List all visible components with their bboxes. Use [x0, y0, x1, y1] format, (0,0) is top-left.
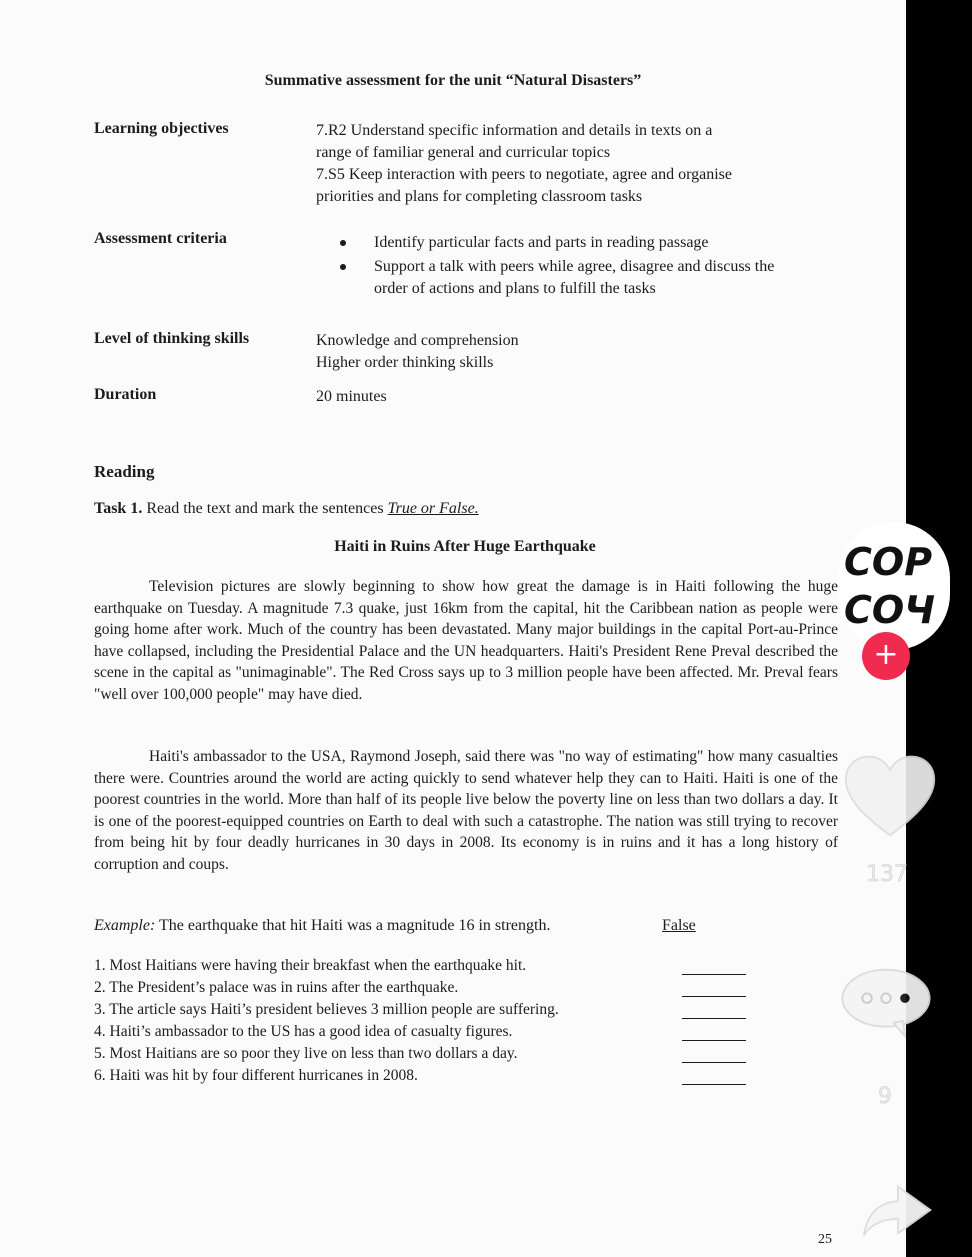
- duration-label: Duration: [94, 386, 157, 403]
- question-list: [94, 956, 754, 1088]
- question-item: [94, 1000, 754, 1022]
- answer-blank[interactable]: [682, 1018, 746, 1019]
- question-text: 1. Most Haitians were having their breakfast when the earthquake hit.: [94, 957, 527, 974]
- question-item: [94, 1066, 754, 1088]
- like-heart-icon[interactable]: [842, 752, 938, 840]
- thinking-skills-value: [316, 330, 826, 374]
- thinking-skill-line: Knowledge and comprehension: [316, 332, 519, 349]
- question-text: 2. The President’s palace was in ruins after the earthquake.: [94, 979, 459, 996]
- page-number: 25: [818, 1232, 832, 1247]
- question-item: [94, 1022, 754, 1044]
- criteria-text: Support a talk with peers while agree, disagree and discuss the order of actions and plans to fulfill the tasks: [374, 258, 775, 297]
- question-text: 4. Haiti’s ambassador to the US has a good idea of casualty figures.: [94, 1023, 513, 1040]
- assessment-criteria-list: [374, 232, 804, 300]
- learning-objectives-label: Learning objectives: [94, 120, 229, 137]
- objective-line: priorities and plans for completing classroom tasks: [316, 188, 643, 205]
- criteria-item: [374, 256, 804, 300]
- objective-line: range of familiar general and curricular topics: [316, 144, 611, 161]
- comment-bubble-icon[interactable]: [838, 966, 934, 1038]
- answer-blank[interactable]: [682, 1040, 746, 1041]
- question-item: [94, 978, 754, 1000]
- question-item: [94, 1044, 754, 1066]
- thinking-skills-label: Level of thinking skills: [94, 330, 250, 347]
- bullet-icon: [340, 240, 346, 246]
- answer-blank[interactable]: [682, 974, 746, 975]
- objective-line: 7.R2 Understand specific information and details in texts on a: [316, 122, 713, 139]
- question-text: 5. Most Haitians are so poor they live on less than two dollars a day.: [94, 1045, 518, 1062]
- question-item: [94, 956, 754, 978]
- bullet-icon: [340, 264, 346, 270]
- article-paragraph: Haiti's ambassador to the USA, Raymond Joseph, said there was "no way of estimating" how many casualties there were. Countries around the world are acting quickly to send whatever help they can to Haiti. Haiti is one of the poorest countries in the world. More than half of its people live below the poverty line on less than two dollars a day. It is one of the poorest-equipped countries on Earth to deal with such a catastrophe. The nation was still trying to recover from being hit by four deadly hurricanes in 30 days in 2008. Its economy is in ruins and it has a long history of corruption and coups.: [94, 748, 838, 873]
- example-answer: False: [662, 917, 696, 934]
- duration-value: 20 minutes: [316, 388, 387, 405]
- document-title: Summative assessment for the unit “Natural Disasters”: [264, 72, 642, 89]
- question-text: 3. The article says Haiti’s president believes 3 million people are suffering.: [94, 1001, 559, 1018]
- article-paragraph: Television pictures are slowly beginning to show how great the damage is in Haiti following the huge earthquake on Tuesday. A magnitude 7.3 quake, just 16km from the capital, hit the Caribbean nation as people were going home after work. Much of the country has been devastated. Many major buildings in the capital Port-au-Prince have collapsed, including the Presidential Palace and the UN headquarters. Haiti's President Rene Preval described the scene in the capital as "unimaginable". The Red Cross says up to 3 million people have been affected. Mr. Preval fears "well over 100,000 people" may have died.: [94, 578, 838, 703]
- example-sentence: [94, 917, 696, 935]
- follow-button[interactable]: +: [862, 632, 910, 680]
- answer-blank[interactable]: [682, 996, 746, 997]
- learning-objectives-value: [316, 120, 826, 208]
- question-text: 6. Haiti was hit by four different hurricanes in 2008.: [94, 1067, 418, 1084]
- task-text: Read the text and mark the sentences: [142, 500, 388, 517]
- share-arrow-icon[interactable]: [862, 1180, 934, 1240]
- task-number: Task 1.: [94, 500, 143, 517]
- criteria-item: [374, 232, 804, 254]
- true-false-label: True or False.: [387, 500, 479, 517]
- article-title: Haiti in Ruins After Huge Earthquake: [334, 538, 596, 555]
- answer-blank[interactable]: [682, 1062, 746, 1063]
- criteria-text: Identify particular facts and parts in reading passage: [374, 234, 709, 251]
- profile-avatar-text: COP COЧ: [844, 540, 935, 632]
- answer-blank[interactable]: [682, 1084, 746, 1085]
- comment-count: 9: [878, 1084, 892, 1109]
- task-instruction: [94, 500, 479, 518]
- example-label: Example:: [94, 917, 156, 934]
- thinking-skill-line: Higher order thinking skills: [316, 354, 494, 371]
- assessment-criteria-label: Assessment criteria: [94, 230, 227, 247]
- like-count: 137: [866, 862, 908, 887]
- example-text: The earthquake that hit Haiti was a magnitude 16 in strength.: [155, 917, 551, 934]
- reading-heading: Reading: [94, 462, 155, 481]
- objective-line: 7.S5 Keep interaction with peers to negotiate, agree and organise: [316, 166, 733, 183]
